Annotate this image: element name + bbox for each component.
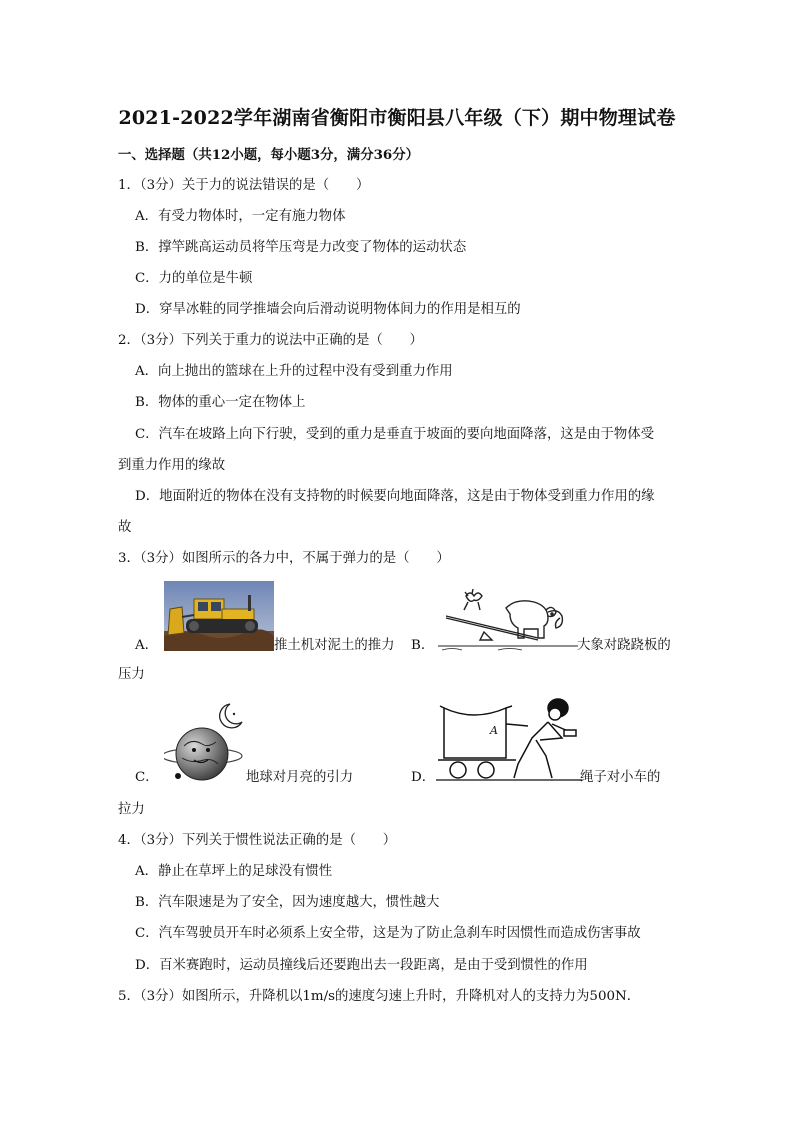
q3-option-ab-wrap: 压力	[118, 667, 145, 682]
q4-stem: 4．（3分）下列关于惯性说法正确的是（ ）	[118, 833, 397, 848]
q3-option-a-text: 推土机对泥土的推力	[274, 638, 395, 653]
q1-stem: 1．（3分）关于力的说法错误的是（ ）	[118, 178, 370, 193]
q2-option-a: A．向上抛出的篮球在上升的过程中没有受到重力作用	[135, 364, 453, 379]
q2-option-c: C．汽车在坡路上向下行驶，受到的重力是垂直于坡面的要向地面降落，这是由于物体受	[135, 427, 655, 442]
q3-option-d-text: 绳子对小车的	[580, 770, 661, 785]
q4-option-b: B．汽车限速是为了安全，因为速度越大，惯性越大	[135, 895, 440, 910]
q2-option-d-wrap: 故	[118, 520, 132, 535]
q5-stem: 5．（3分）如图所示，升降机以1m/s的速度匀速上升时，升降机对人的支持力为500N．	[118, 989, 641, 1004]
q1-option-d: D．穿旱冰鞋的同学推墙会向后滑动说明物体间力的作用是相互的	[135, 302, 521, 317]
q1-option-c: C．力的单位是牛顿	[135, 271, 253, 286]
bulldozer-image	[164, 581, 274, 651]
earth-moon-image	[164, 696, 254, 792]
q2-stem: 2．（3分）下列关于重力的说法中正确的是（ ）	[118, 333, 423, 348]
q4-option-d: D．百米赛跑时，运动员撞线后还要跑出去一段距离，是由于受到惯性的作用	[135, 958, 588, 973]
q3-option-d-letter: D．	[411, 770, 436, 785]
q3-option-c-letter: C．	[135, 770, 159, 785]
section-heading: 一、选择题（共12小题，每小题3分，满分36分）	[118, 147, 420, 163]
q3-option-a-letter: A．	[135, 638, 159, 653]
q2-option-d: D．地面附近的物体在没有支持物的时候要向地面降落，这是由于物体受到重力作用的缘	[135, 489, 655, 504]
elephant-seesaw-image	[438, 588, 578, 654]
q3-option-b-text: 大象对跷跷板的	[577, 638, 671, 653]
q3-option-c-text: 地球对月亮的引力	[246, 770, 354, 785]
q3-option-b-letter: B．	[411, 638, 435, 653]
q3-option-cd-wrap: 拉力	[118, 802, 145, 817]
q4-option-c: C．汽车驾驶员开车时必须系上安全带，这是为了防止急刹车时因惯性而造成伤害事故	[135, 926, 641, 941]
q1-option-b: B．撑竿跳高运动员将竿压弯是力改变了物体的运动状态	[135, 240, 467, 255]
q4-option-a: A．静止在草坪上的足球没有惯性	[135, 864, 333, 879]
page-title: 2021-2022学年湖南省衡阳市衡阳县八年级（下）期中物理试卷	[118, 107, 676, 129]
cart-pull-image	[436, 694, 582, 786]
q1-option-a: A．有受力物体时，一定有施力物体	[135, 209, 346, 224]
cart-label: A	[490, 724, 498, 737]
q3-stem: 3．（3分）如图所示的各力中，不属于弹力的是（ ）	[118, 551, 450, 566]
q2-option-b: B．物体的重心一定在物体上	[135, 395, 306, 410]
q2-option-c-wrap: 到重力作用的缘故	[118, 458, 226, 473]
